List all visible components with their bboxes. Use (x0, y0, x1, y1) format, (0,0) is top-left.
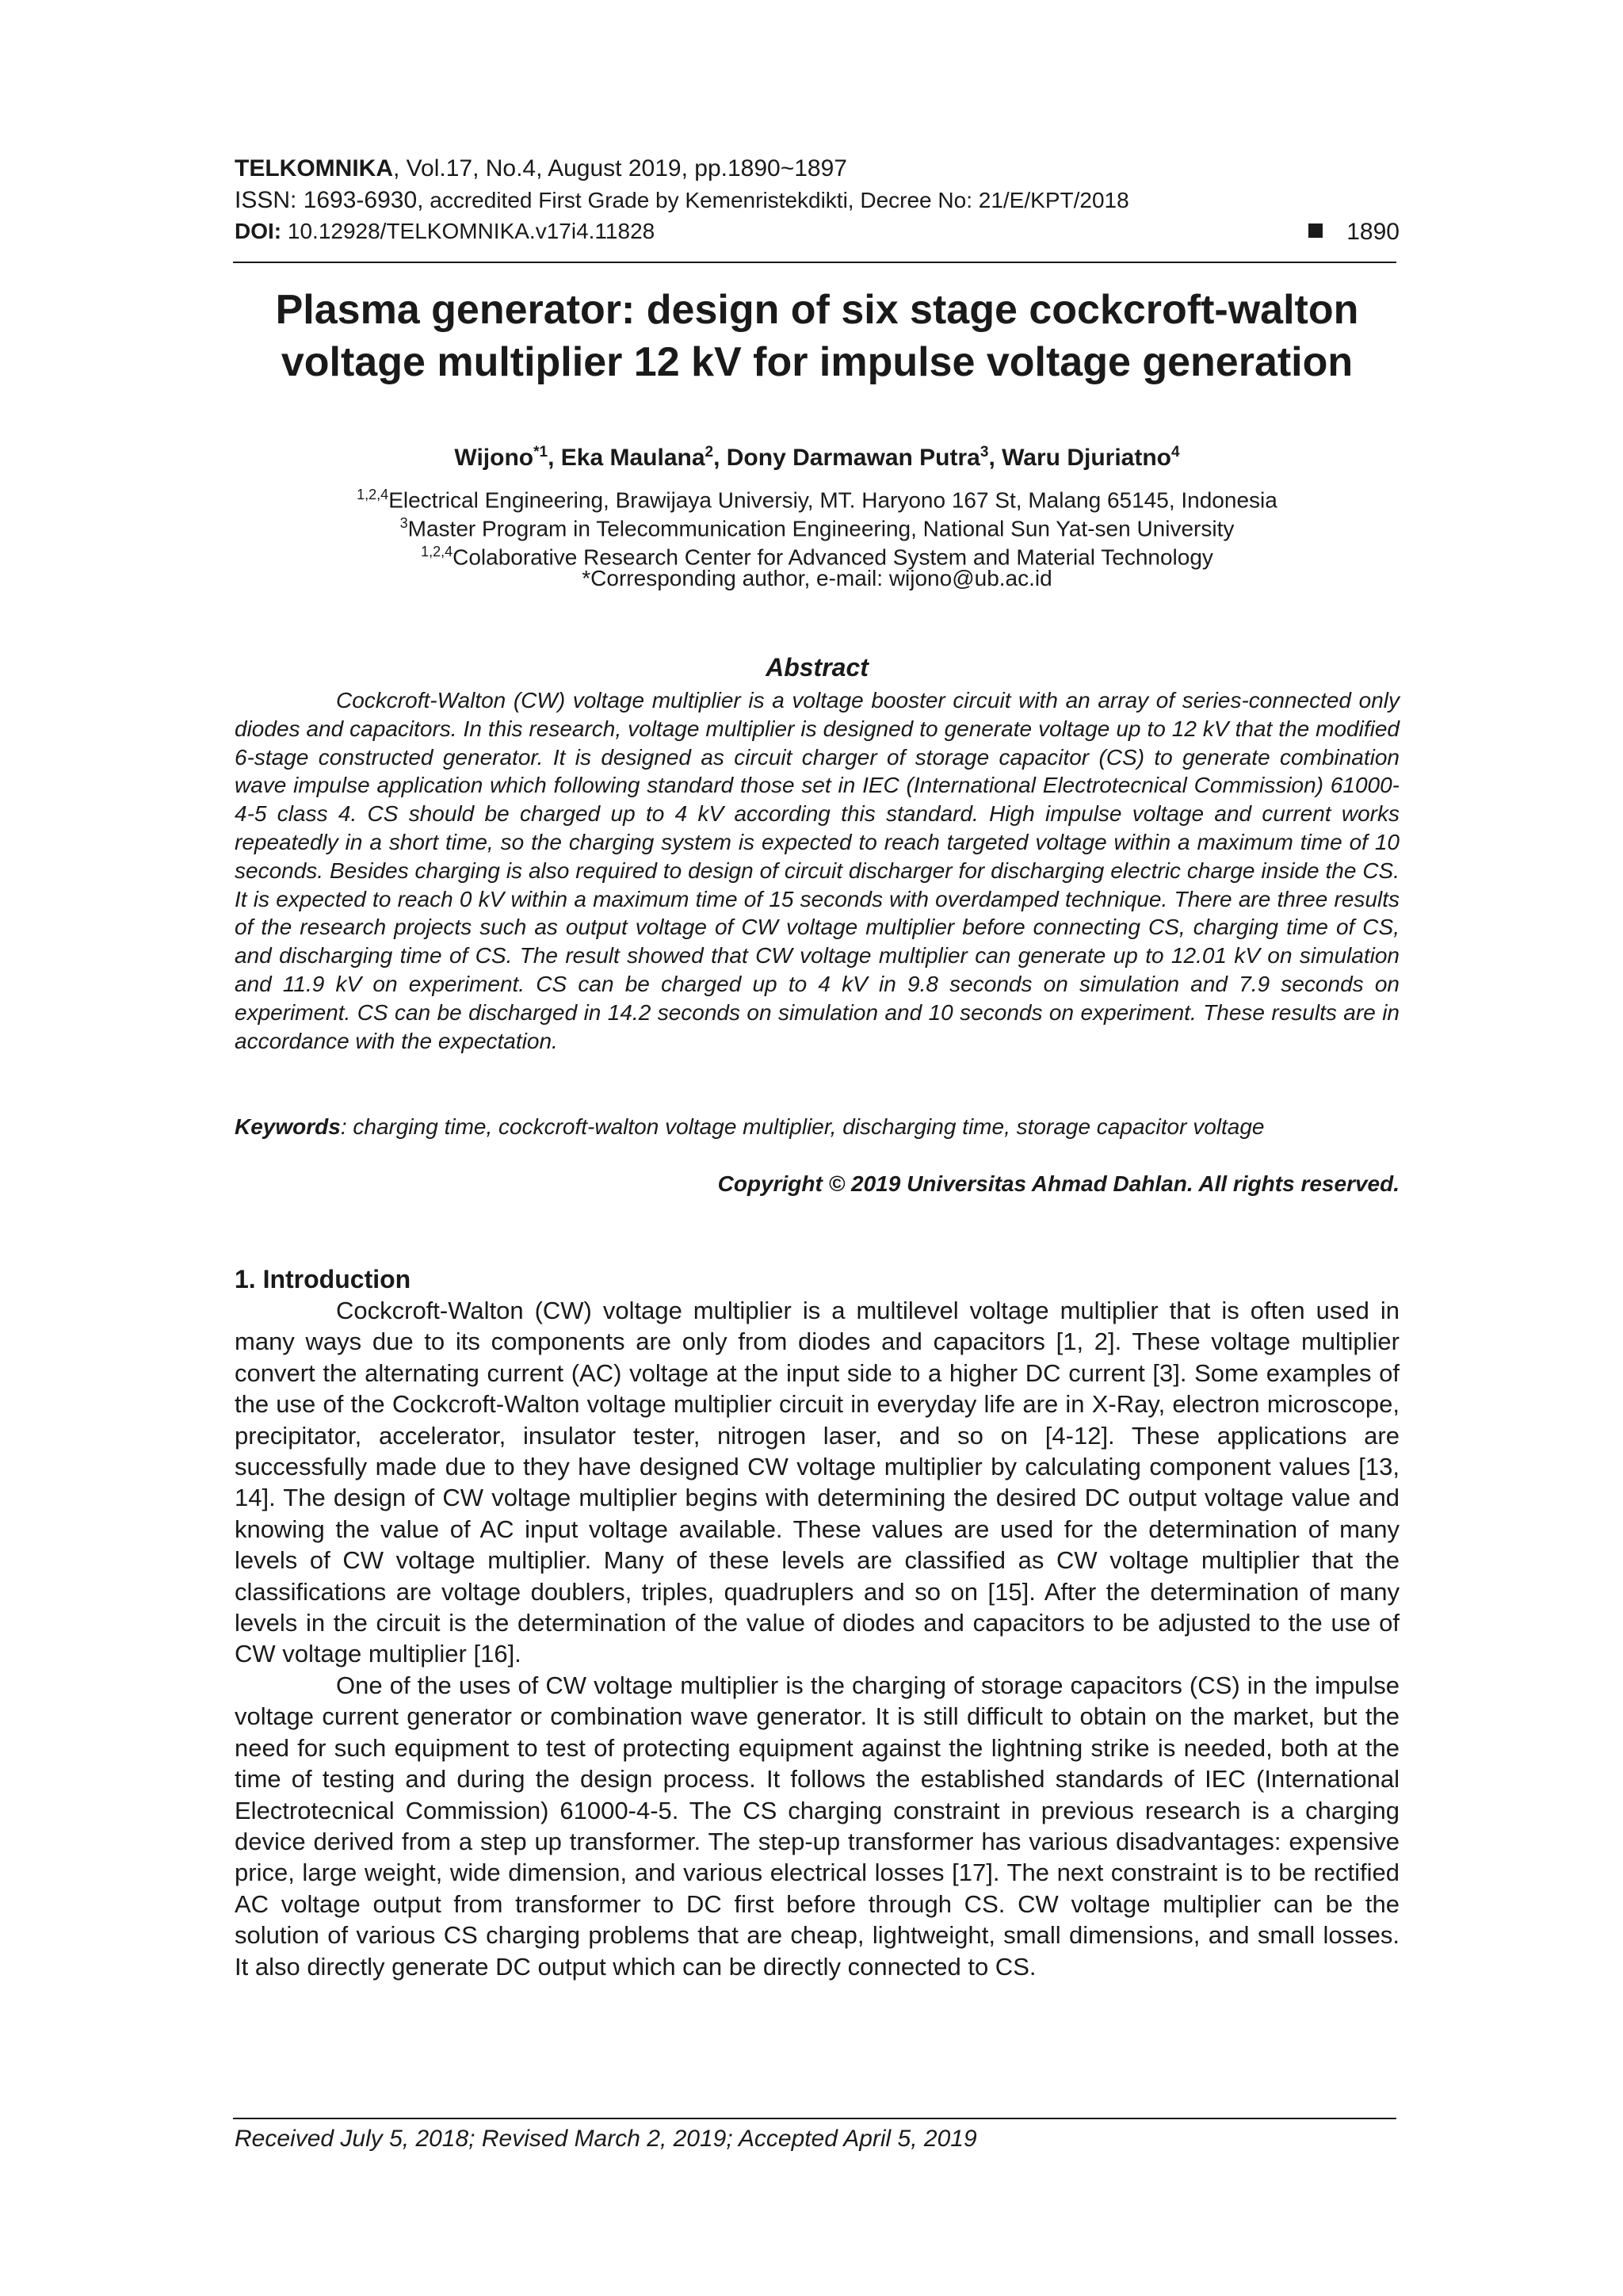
author-sep: , (548, 445, 561, 471)
square-bullet-icon (1308, 223, 1323, 238)
author-sup: 3 (980, 444, 989, 460)
footer-rule (233, 2118, 1396, 2119)
journal-header (235, 155, 1400, 182)
author-name: Wijono (454, 445, 534, 471)
author-name: Eka Maulana (560, 445, 705, 471)
body-paragraph: One of the uses of CW voltage multiplier is the charging of storage capacitors (CS) in the impulse voltage current generator or combination wave generator. It is still difficult to obtain on the market, but the need for such equipment to test of protecting equipment against the lightning strike is needed, both at the time of testing and during the design process. It follows the established standards of IEC (International Electrotecnical Commission) 61000-4-5. The CS charging constraint in previous research is a charging device derived from a step up transformer. The step-up transformer has various disadvantages: expensive price, large weight, wide dimension, and various electrical losses [17]. The next constraint is to be rectified AC voltage output from transformer to DC first before through CS. CW voltage multiplier can be the solution of various CS charging problems that are cheap, lightweight, small dimensions, and small losses. It also directly generate DC output which can be directly connected to CS. (235, 1671, 1400, 1981)
author-sup: 4 (1171, 444, 1180, 460)
keywords-text: : charging time, cockcroft-walton voltage multiplier, discharging time, storage capacitor voltage (340, 1114, 1265, 1139)
author-sep: , (713, 445, 727, 471)
accreditation: accredited First Grade by Kemenristekdikti, Decree No: 21/E/KPT/2018 (423, 188, 1129, 212)
page-number (1308, 219, 1400, 246)
journal-issue: , Vol.17, No.4, August 2019, pp.1890~1897 (392, 155, 847, 181)
copyright-notice: Copyright © 2019 Universitas Ahmad Dahlan. All rights reserved. (717, 1171, 1400, 1196)
author-sup: 2 (705, 444, 714, 460)
introduction-body (235, 1295, 1400, 1982)
author-sup: *1 (533, 444, 548, 460)
author-name: Waru Djuriatno (1002, 445, 1171, 471)
affiliation-text: Master Program in Telecommunication Engineering, National Sun Yat-sen University (407, 516, 1235, 541)
affiliation-sup: 1,2,4 (421, 544, 453, 560)
header-rule (233, 262, 1396, 263)
keywords-label: Keywords (235, 1114, 341, 1139)
page-number-value: 1890 (1346, 219, 1400, 245)
journal-name: TELKOMNIKA (235, 155, 393, 181)
doi-line (235, 219, 1400, 244)
issn-line (235, 187, 1400, 214)
issn: ISSN: 1693-6930, (235, 187, 424, 213)
author-name: Dony Darmawan Putra (726, 445, 980, 471)
corresponding-author: *Corresponding author, e-mail: wijono@ub.ac.id (582, 566, 1052, 590)
paper-title: Plasma generator: design of six stage cockcroft-walton voltage multiplier 12 kV for impulse voltage generation (275, 287, 1359, 385)
author-sep: , (988, 445, 1002, 471)
doi-label: DOI: (235, 219, 282, 243)
affiliation-text: Electrical Engineering, Brawijaya Universiy, MT. Haryono 167 St, Malang 65145, Indonesia (388, 487, 1277, 513)
body-paragraph: Cockcroft-Walton (CW) voltage multiplier is a multilevel voltage multiplier that is often used in many ways due to its components are only from diodes and capacitors [1, 2]. These voltage multiplier convert the alternating current (AC) voltage at the input side to a higher DC current [3]. Some examples of the use of the Cockcroft-Walton voltage multiplier circuit in everyday life are in X-Ray, electron microscope, precipitator, accelerator, insulator tester, nitrogen laser, and so on [4-12]. These applications are successfully made due to they have designed CW voltage multiplier by calculating component values [13, 14]. The design of CW voltage multiplier begins with determining the desired DC output voltage value and knowing the value of AC input voltage available. These values are used for the determination of many levels of CW voltage multiplier. Many of these levels are classified as CW voltage multiplier that the classifications are voltage doublers, triples, quadruplers and so on [15]. After the determination of many levels in the circuit is the determination of the value of diodes and capacitors to be adjusted to the use of CW voltage multiplier [16]. (235, 1297, 1400, 1668)
affiliation-sup: 1,2,4 (357, 487, 389, 502)
author-list (235, 444, 1400, 472)
doi-value: 10.12928/TELKOMNIKA.v17i4.11828 (281, 219, 655, 243)
section-heading: 1. Introduction (235, 1265, 411, 1293)
affiliation-sup: 3 (399, 515, 408, 531)
keywords (235, 1114, 1400, 1140)
abstract-text: Cockcroft-Walton (CW) voltage multiplier is a voltage booster circuit with an array of series-connected only diodes and capacitors. In this research, voltage multiplier is designed to generate voltage up to 12 kV that the modified 6-stage constructed generator. It is designed as circuit charger of storage capacitor (CS) to generate combination wave impulse application which following standard those set in IEC (International Electrotecnical Commission) 61000-4-5 class 4. CS should be charged up to 4 kV according this standard. High impulse voltage and current works repeatedly in a short time, so the charging system is expected to reach targeted voltage within a maximum time of 10 seconds. Besides charging is also required to design of circuit discharger for discharging electric charge inside the CS. It is expected to reach 0 kV within a maximum time of 15 seconds with overdamped technique. There are three results of the research projects such as output voltage of CW voltage multiplier before connecting CS, charging time of CS, and discharging time of CS. The result showed that CW voltage multiplier can generate up to 12.01 kV on simulation and 11.9 kV on experiment. CS can be charged up to 4 kV in 9.8 seconds on simulation and 7.9 seconds on experiment. CS can be discharged in 14.2 seconds on simulation and 10 seconds on experiment. These results are in accordance with the expectation. (235, 688, 1400, 1053)
submission-dates: Received July 5, 2018; Revised March 2, 2019; Accepted April 5, 2019 (235, 2126, 977, 2152)
affiliation-text: Colaborative Research Center for Advanced System and Material Technology (453, 544, 1213, 570)
abstract-heading: Abstract (766, 653, 869, 682)
